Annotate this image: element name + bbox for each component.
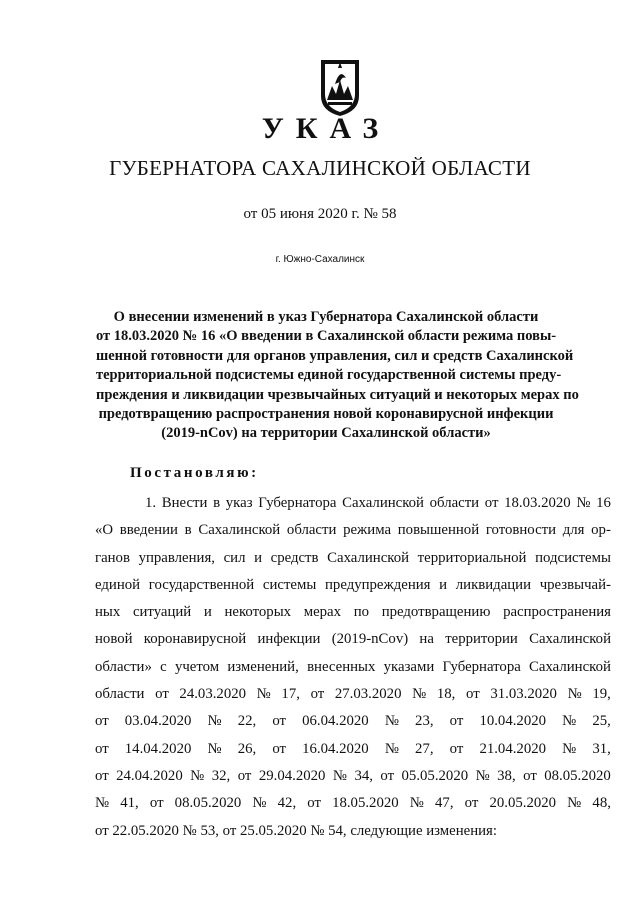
heading-line: преждения и ликвидации чрезвычайных ситуаций и некоторых мерах по — [96, 386, 579, 403]
heading-line: О внесении изменений в указ Губернатора Сахалинской области — [113, 309, 539, 325]
coat-of-arms-icon — [318, 56, 362, 118]
heading-line: шенной готовности для органов управления, сил и средств Сахалинской — [96, 347, 574, 364]
body-line: ных ситуаций и некоторых мерах по предотвращению распространения — [95, 604, 611, 621]
decree-body — [95, 490, 611, 845]
body-line: от 24.04.2020 № 32, от 29.04.2020 № 34, от 05.05.2020 № 38, от 08.05.2020 — [95, 767, 611, 784]
decree-heading — [96, 308, 579, 444]
body-line: области» с учетом изменений, внесенных указами Губернатора Сахалинской — [95, 658, 611, 675]
heading-line: территориальной подсистемы единой государственной системы преду- — [96, 367, 562, 384]
body-line: новой коронавирусной инфекции (2019-nCov) на территории Сахалинской — [95, 631, 611, 648]
heading-line: от 18.03.2020 № 16 «О введении в Сахалинской области режима повы- — [96, 328, 557, 345]
decree-word: Постановляю: — [130, 465, 259, 481]
document-date: от 05 июня 2020 г. № 58 — [243, 206, 397, 222]
document-title: УКАЗ — [261, 112, 391, 145]
document-subtitle: ГУБЕРНАТОРА САХАЛИНСКОЙ ОБЛАСТИ — [109, 156, 531, 180]
body-line: от 14.04.2020 № 26, от 16.04.2020 № 27, от 21.04.2020 № 31, — [95, 740, 611, 757]
body-line: ганов управления, сил и средств Сахалинской территориальной подсистемы — [95, 549, 611, 566]
heading-line: предотвращению распространения новой коронавирусной инфекции — [98, 406, 554, 423]
body-line: единой государственной системы предупреждения и ликвидации чрезвычай- — [95, 576, 611, 593]
heading-line: (2019-nCov) на территории Сахалинской области» — [161, 425, 491, 442]
body-line: от 03.04.2020 № 22, от 06.04.2020 № 23, от 10.04.2020 № 25, — [95, 713, 611, 730]
body-line: области от 24.03.2020 № 17, от 27.03.2020 № 18, от 31.03.2020 № 19, — [95, 686, 611, 703]
body-line: № 41, от 08.05.2020 № 42, от 18.05.2020 № 47, от 20.05.2020 № 48, — [95, 795, 611, 812]
body-line: «О введении в Сахалинской области режима повышенной готовности для ор- — [95, 522, 611, 539]
document-city: г. Южно-Сахалинск — [275, 254, 365, 265]
body-line: от 22.05.2020 № 53, от 25.05.2020 № 54, следующие изменения: — [95, 822, 497, 839]
body-line: 1. Внести в указ Губернатора Сахалинской области от 18.03.2020 № 16 — [145, 495, 611, 511]
